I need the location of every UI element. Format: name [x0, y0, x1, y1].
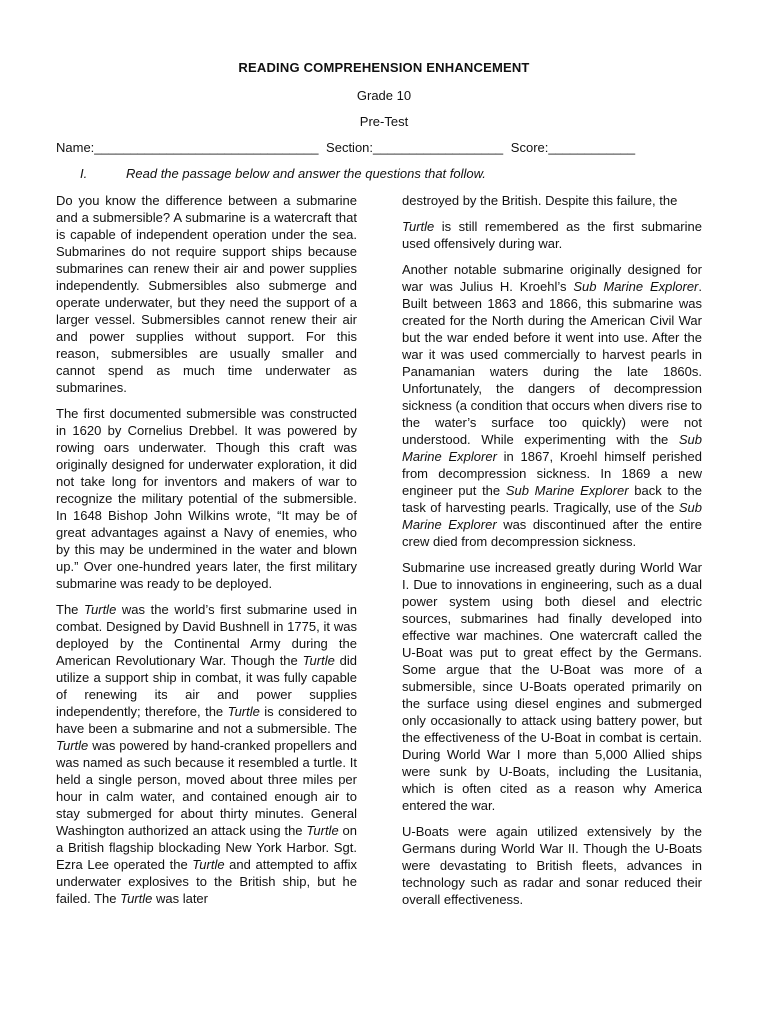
- name-field[interactable]: Name:_______________________________: [56, 140, 319, 155]
- test-type: Pre-Test: [359, 114, 409, 129]
- grade-level: Grade 10: [356, 88, 412, 103]
- paragraph: Do you know the difference between a submarine and a submersible? A submarine is a watercraft that is capable of independent operation under the sea. Submarines do not require support ships because submarines can renew their air and power supplies independently. Submersibles also submerge and operate underwater, but they need the support of a larger vessel. Submersibles cannot renew their air and power supplies without support. For this reason, submersibles are usually smaller and cannot spend as much time underwater as submarines.: [56, 193, 357, 395]
- instruction-text: Read the passage below and answer the questions that follow.: [126, 166, 486, 181]
- instruction-number: I.: [80, 166, 88, 181]
- worksheet-title: READING COMPREHENSION ENHANCEMENT: [238, 60, 530, 75]
- passage-right-column: [402, 192, 702, 917]
- paragraph: The first documented submersible was constructed in 1620 by Cornelius Drebbel. It was powered by rowing oars underwater. Though this craft was originally designed for underwater exploration, it did not take long for inventors and makers of war to recognize the military potential of the submersible. In 1648 Bishop John Wilkins wrote, “It may be of great advantages against a Navy of enemies, who by this may be undermined in the water and blown up.” Over one-hundred years later, the first military submarine was ready to be deployed.: [56, 406, 357, 591]
- paragraph: The Turtle was the world’s first submarine used in combat. Designed by David Bushnell in 1775, it was deployed by the Continental Army during the American Revolutionary War. Though the Turtle did utilize a support ship in combat, it was fully capable of renewing its air and power supplies independently; therefore, the Turtle is considered to have been a submarine and not a submersible. The Turtle was powered by hand-cranked propellers and was named as such because it resembled a turtle. It held a single person, moved about three miles per hour in calm water, and contained enough air to stay submerged for about thirty minutes. General Washington authorized an attack using the Turtle on a British flagship blockading New York Harbor. Sgt. Ezra Lee operated the Turtle and attempted to affix underwater explosives to the British ship, but he failed. The Turtle was later: [56, 602, 358, 906]
- score-field[interactable]: Score:____________: [510, 140, 636, 155]
- student-info-fields: [56, 140, 716, 155]
- paragraph: Another notable submarine originally designed for war was Julius H. Kroehl’s Sub Marine Explorer. Built between 1863 and 1866, this submarine was created for the North during the American Civil War but the war ended before it went into use. After the war it was used commercially to harvest pearls in Panamanian waters during the late 1860s. Unfortunately, the dangers of decompression sickness (a condition that occurs when divers rise to the water’s surface too quickly) were not understood. While experimenting with the Sub Marine Explorer in 1867, Kroehl himself perished from decompression sickness. In 1869 a new engineer put the Sub Marine Explorer back to the task of harvesting pearls. Tragically, use of the Sub Marine Explorer was discontinued after the entire crew died from decompression sickness.: [402, 262, 703, 549]
- paragraph: destroyed by the British. Despite this failure, the: [402, 193, 678, 208]
- instruction: [80, 166, 720, 181]
- passage-left-column: [56, 192, 357, 916]
- paragraph: Turtle is still remembered as the first submarine used offensively during war.: [402, 219, 702, 251]
- paragraph: Submarine use increased greatly during World War I. Due to innovations in engineering, such as a dual power system using both diesel and electric sources, submarines had finally developed into effective war machines. One watercraft called the U-Boat was put to great effect by the Germans. Some argue that the U-Boat was more of a submersible, since U-Boats operated primarily on the surface using diesel engines and submerged only occasionally to attack using battery power, but the effectiveness of the U-Boat in combat is certain. During World War I more than 5,000 Allied ships were sunk by U-Boats, including the Lusitania, which is often cited as a reason why America entered the war.: [402, 560, 702, 813]
- paragraph: U-Boats were again utilized extensively by the Germans during World War II. Though the U-Boats were devastating to British fleets, advances in technology such as radar and sonar reduced their overall effectiveness.: [402, 824, 702, 907]
- section-field[interactable]: Section:__________________: [326, 140, 504, 155]
